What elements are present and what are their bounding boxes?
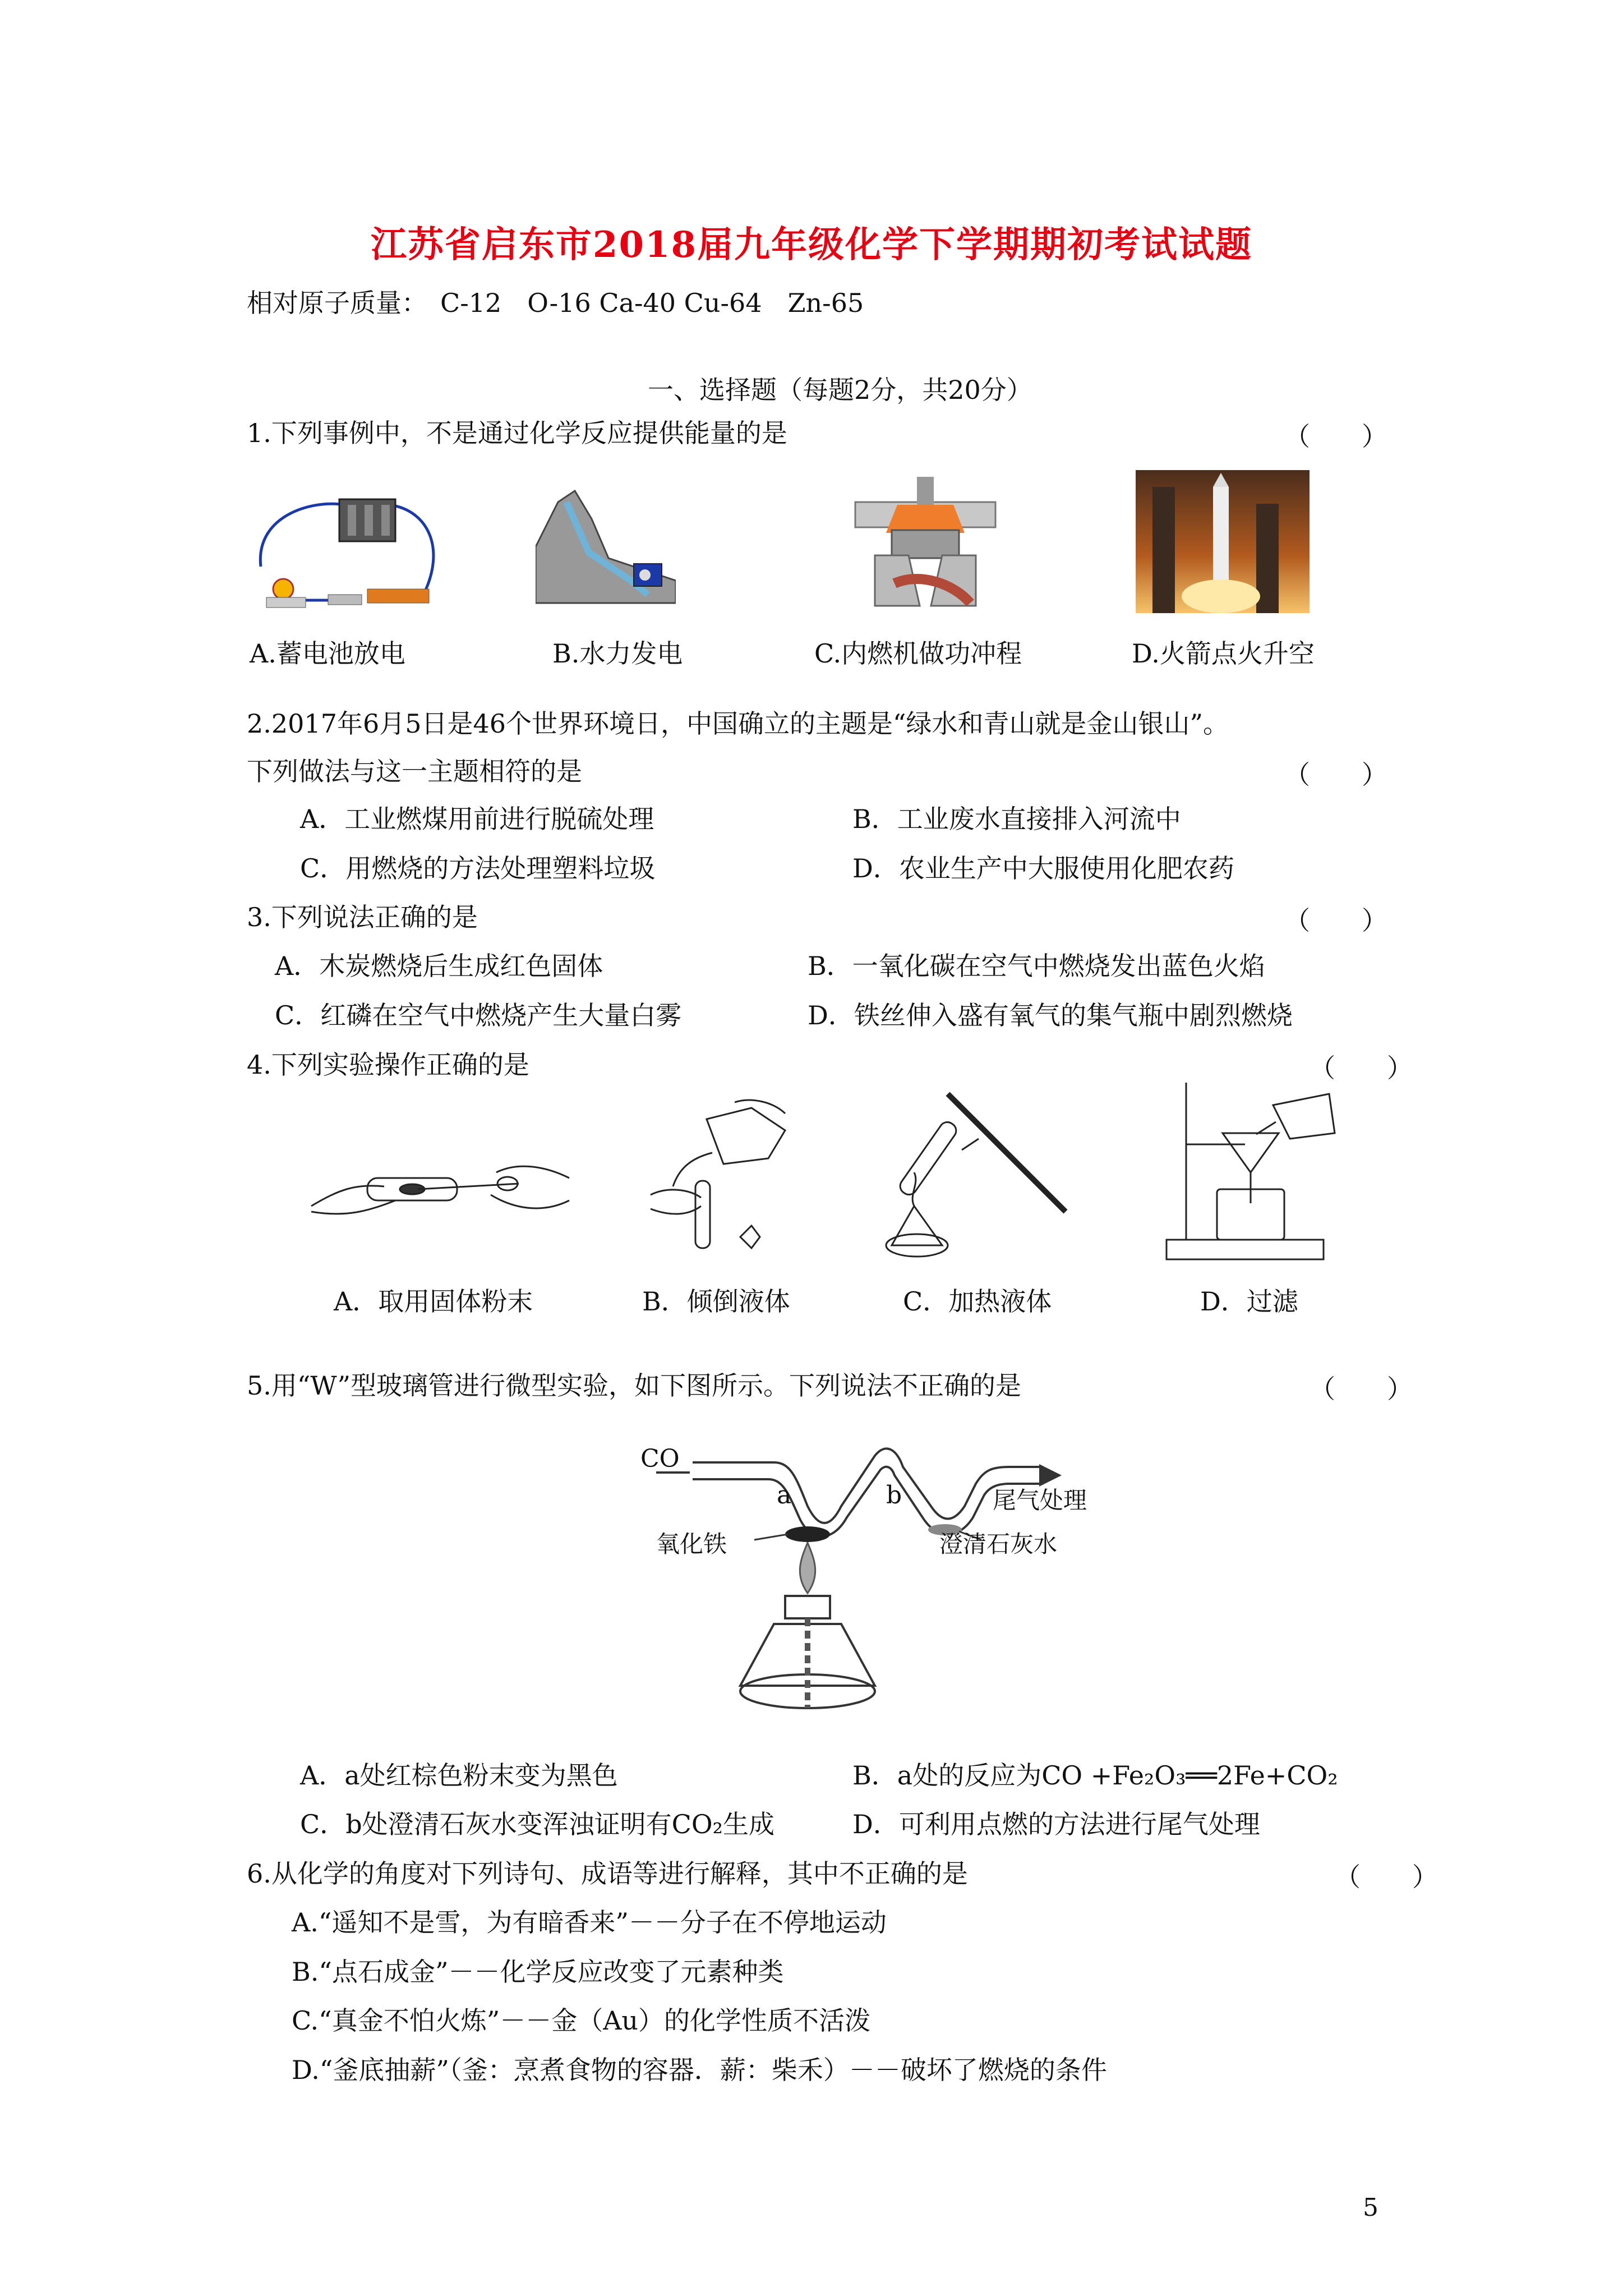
battery-circuit-image xyxy=(244,482,440,617)
q1-answer-paren: （ ） xyxy=(1284,421,1387,452)
q5-option-a: A．a处红棕色粉末变为黑色 xyxy=(300,1760,618,1791)
q2-stem-line2: 下列做法与这一主题相符的是 xyxy=(247,756,582,786)
page-number: 5 xyxy=(1363,2193,1378,2222)
powder-handling-image xyxy=(306,1128,575,1240)
q5-option-b: B．a处的反应为CO +Fe₂O₃══2Fe+CO₂ xyxy=(852,1760,1338,1791)
q6-answer-paren: （ ） xyxy=(1335,1862,1438,1892)
q1-option-d: D.火箭点火升空 xyxy=(1132,638,1315,669)
q2-answer-paren: （ ） xyxy=(1284,760,1387,790)
q2-option-b: B．工业废水直接排入河流中 xyxy=(852,804,1181,834)
q3-option-c: C．红磷在空气中燃烧产生大量白雾 xyxy=(275,1000,682,1030)
q2-option-c: C．用燃烧的方法处理塑料垃圾 xyxy=(300,853,656,884)
q3-stem: 3.下列说法正确的是 xyxy=(247,902,478,932)
q2-stem-line1: 2.2017年6月5日是46个世界环境日，中国确立的主题是“绿水和青山就是金山银山”。 xyxy=(247,708,1229,739)
q4-option-a: A．取用固体粉末 xyxy=(334,1286,533,1317)
filtration-image xyxy=(1161,1071,1340,1265)
diagram-label-iron-oxide: 氧化铁 xyxy=(656,1530,727,1558)
q2-option-d: D．农业生产中大服使用化肥农药 xyxy=(852,853,1234,884)
q5-stem: 5.用“W”型玻璃管进行微型实验，如下图所示。下列说法不正确的是 xyxy=(247,1370,1022,1401)
q5-answer-paren: （ ） xyxy=(1310,1374,1413,1404)
diagram-label-limewater: 澄清石灰水 xyxy=(939,1530,1058,1558)
q3-option-b: B．一氧化碳在空气中燃烧发出蓝色火焰 xyxy=(808,951,1265,981)
pouring-liquid-image xyxy=(639,1097,796,1265)
q3-option-d: D．铁丝伸入盛有氧气的集气瓶中剧烈燃烧 xyxy=(808,1000,1293,1030)
q4-stem: 4.下列实验操作正确的是 xyxy=(247,1050,529,1080)
diagram-label-co: CO xyxy=(640,1444,680,1473)
hydropower-image xyxy=(536,480,676,609)
q4-answer-paren: （ ） xyxy=(1310,1053,1413,1083)
diagram-label-b: b xyxy=(886,1481,902,1510)
page-title: 江苏省启东市2018届九年级化学下学期期初考试试题 xyxy=(370,224,1253,266)
q3-option-a: A．木炭燃烧后生成红色固体 xyxy=(275,951,603,981)
q2-option-a: A．工业燃煤用前进行脱硫处理 xyxy=(300,804,654,834)
q6-option-a: A.“遥知不是雪，为有暗香来”－－分子在不停地运动 xyxy=(292,1907,887,1938)
combustion-engine-image xyxy=(841,471,1009,611)
q4-option-b: B．倾倒液体 xyxy=(642,1286,790,1317)
q4-option-d: D．过滤 xyxy=(1200,1286,1298,1317)
q1-stem: 1.下列事例中，不是通过化学反应提供能量的是 xyxy=(247,418,787,448)
q1-option-b: B.水力发电 xyxy=(552,638,683,669)
atomic-mass-line: 相对原子质量： C-12 O-16 Ca-40 Cu-64 Zn-65 xyxy=(247,288,864,318)
q4-option-c: C．加热液体 xyxy=(903,1286,1052,1317)
q6-option-c: C.“真金不怕火炼”－－金（Au）的化学性质不活泼 xyxy=(292,2005,871,2036)
q5-option-c: C．b处澄清石灰水变浑浊证明有CO₂生成 xyxy=(300,1809,774,1839)
rocket-launch-image xyxy=(1136,470,1310,613)
heating-liquid-image xyxy=(880,1077,1082,1262)
q1-option-c: C.内燃机做功冲程 xyxy=(814,638,1022,669)
q5-option-d: D．可利用点燃的方法进行尾气处理 xyxy=(852,1809,1260,1839)
diagram-label-tail-gas: 尾气处理 xyxy=(993,1487,1087,1514)
q6-option-b: B.“点石成金”－－化学反应改变了元素种类 xyxy=(292,1957,784,1987)
q3-answer-paren: （ ） xyxy=(1284,905,1387,936)
section-heading: 一、选择题（每题2分，共20分） xyxy=(648,375,1032,405)
q6-stem: 6.从化学的角度对下列诗句、成语等进行解释，其中不正确的是 xyxy=(247,1858,968,1889)
diagram-label-a: a xyxy=(777,1481,792,1510)
q6-option-d: D.“釜底抽薪”（釜：烹煮食物的容器．薪：柴禾）－－破坏了燃烧的条件 xyxy=(292,2055,1107,2085)
q1-option-a: A.蓄电池放电 xyxy=(250,638,405,669)
